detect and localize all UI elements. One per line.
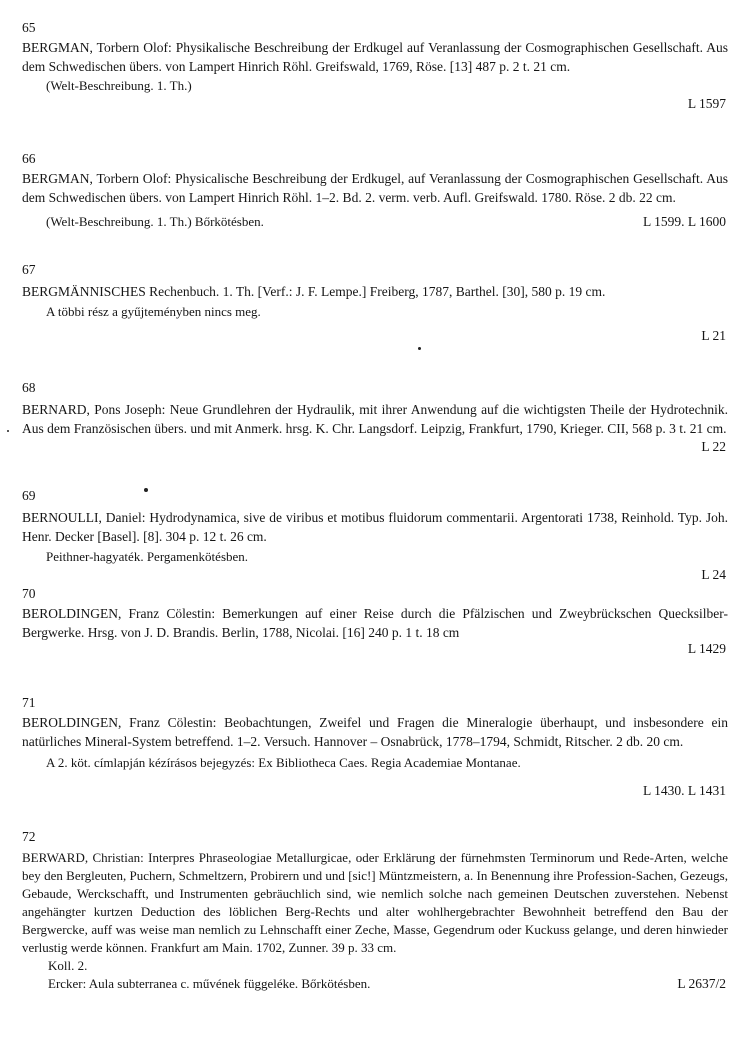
- entry-number: 66: [22, 151, 36, 166]
- entry-note: A többi rész a gyűjteményben nincs meg.: [46, 304, 261, 319]
- entry-description: BERNARD, Pons Joseph: Neue Grundlehren der Hydraulik, mit ihrer Anwendung auf die wichtigsten Theile der Hydrotechnik. Aus dem Französischen übers. und mit Anmerk. hrsg. K. Chr. Langsdorf. Leipzig, Frankfurt, 1790, Krieger. CII, 568 p. 3 t. 21 cm.: [22, 402, 728, 436]
- scan-speck: [418, 347, 421, 350]
- entry-number: 72: [22, 829, 36, 844]
- catalog-entry-71: [22, 695, 728, 800]
- entry-note-secondary: Ercker: Aula subterranea c. művének függeléke. Bőrkötésben.: [48, 976, 371, 991]
- entry-number: 70: [22, 586, 36, 601]
- entry-number: 69: [22, 488, 36, 503]
- entry-description: BERGMÄNNISCHES Rechenbuch. 1. Th. [Verf.: J. F. Lempe.] Freiberg, 1787, Barthel. [30], 580 p. 19 cm.: [22, 284, 606, 299]
- catalog-entry-66: [22, 151, 728, 231]
- entry-description: BEROLDINGEN, Franz Cölestin: Bemerkungen auf einer Reise durch die Pfälzischen und Zweybrückschen Quecksilber-Bergwerke. Hrsg. von J. D. Brandis. Berlin, 1788, Nicolai. [16] 240 p. 1 t. 18 cm: [22, 606, 728, 640]
- catalog-entry-69: [22, 488, 728, 584]
- catalog-entry-68: [22, 380, 728, 456]
- catalog-entry-70: [22, 586, 728, 658]
- entry-note: Koll. 2.: [48, 958, 88, 973]
- entry-description: BEROLDINGEN, Franz Cölestin: Beobachtungen, Zweifel und Fragen die Mineralogie überhaupt, und insbesondere ein natürliches Mineral-System betreffend. 1–2. Versuch. Hannover – Osnabrück, 1778–1794, Schmidt, Ritscher. 2 db. 20 cm.: [22, 715, 728, 749]
- shelf-signature: L 2637/2: [677, 976, 726, 991]
- entry-number: 71: [22, 695, 36, 710]
- entry-note: A 2. köt. címlapján kézírásos bejegyzés: Ex Bibliotheca Caes. Regia Academiae Montanae.: [46, 755, 521, 770]
- shelf-signature: L 21: [701, 328, 726, 343]
- entry-note: (Welt-Beschreibung. 1. Th.): [46, 78, 192, 93]
- shelf-signature: L 1430. L 1431: [643, 783, 726, 798]
- entry-description: BERWARD, Christian: Interpres Phraseologiae Metallurgicae, oder Erklärung der fürnehmsten Terminorum und Rede-Arten, welche bey den Bergleuten, Puchern, Schmeltzern, Probirern und und [sic!] Müntzmeistern, a. In Benennung ihre Profession-Sachen, Gezeugs, Gebaude, Werckschafft, und Instrumenten gebräuchlich sind, wie nemlich solche nach gemeinen Deutschen zuverstehen. Nebenst angehängter kurtzen Deduction des löblichen Berg-Rechts und alter wohlhergebrachter Bewohnheit betreffend den Bau der Bergwercke, auff was weise man nemlich zu Lehnschafft einer Zeche, Masse, Gegendrum oder Kuckuss gelange, und deren hinwieder verlustig werde können. Frankfurt am Main. 1702, Zunner. 39 p. 33 cm.: [22, 850, 728, 955]
- shelf-signature: L 1599. L 1600: [643, 214, 726, 229]
- entry-number: 65: [22, 20, 36, 35]
- entry-number: 67: [22, 262, 36, 277]
- catalog-entry-72: [22, 829, 728, 993]
- scan-speck: [144, 488, 148, 492]
- shelf-signature: L 24: [701, 567, 726, 582]
- entry-description: BERGMAN, Torbern Olof: Physicalische Beschreibung der Erdkugel, auf Veranlassung der Cosmographischen Gesellschaft. Aus dem Schwedischen übers. von Lampert Hinrich Röhl. 1–2. Bd. 2. verm. verb. Aufl. Greifswald. 1780. Röse. 2 db. 22 cm.: [22, 171, 728, 205]
- entry-note: Peithner-hagyaték. Pergamenkötésben.: [46, 549, 249, 564]
- entry-description: BERNOULLI, Daniel: Hydrodynamica, sive de viribus et motibus fluidorum commentarii. Argentorati 1738, Reinhold. Typ. Joh. Henr. Decker [Basel]. [8]. 304 p. 12 t. 26 cm.: [22, 510, 728, 544]
- scan-speck: [7, 430, 9, 432]
- shelf-signature: L 1597: [687, 96, 726, 111]
- catalog-entry-67: [22, 262, 728, 345]
- shelf-signature: L 1429: [687, 641, 726, 656]
- shelf-signature: L 22: [701, 439, 726, 454]
- entry-description: BERGMAN, Torbern Olof: Physikalische Beschreibung der Erdkugel auf Veranlassung der Cosmographischen Gesellschaft. Aus dem Schwedischen übers. von Lampert Hinrich Röhl. Greifswald, 1769, Röse. [13] 487 p. 2 t. 21 cm.: [22, 40, 728, 74]
- entry-note: (Welt-Beschreibung. 1. Th.) Bőrkötésben.: [46, 214, 264, 229]
- catalog-entry-65: [22, 20, 728, 113]
- entry-number: 68: [22, 380, 36, 395]
